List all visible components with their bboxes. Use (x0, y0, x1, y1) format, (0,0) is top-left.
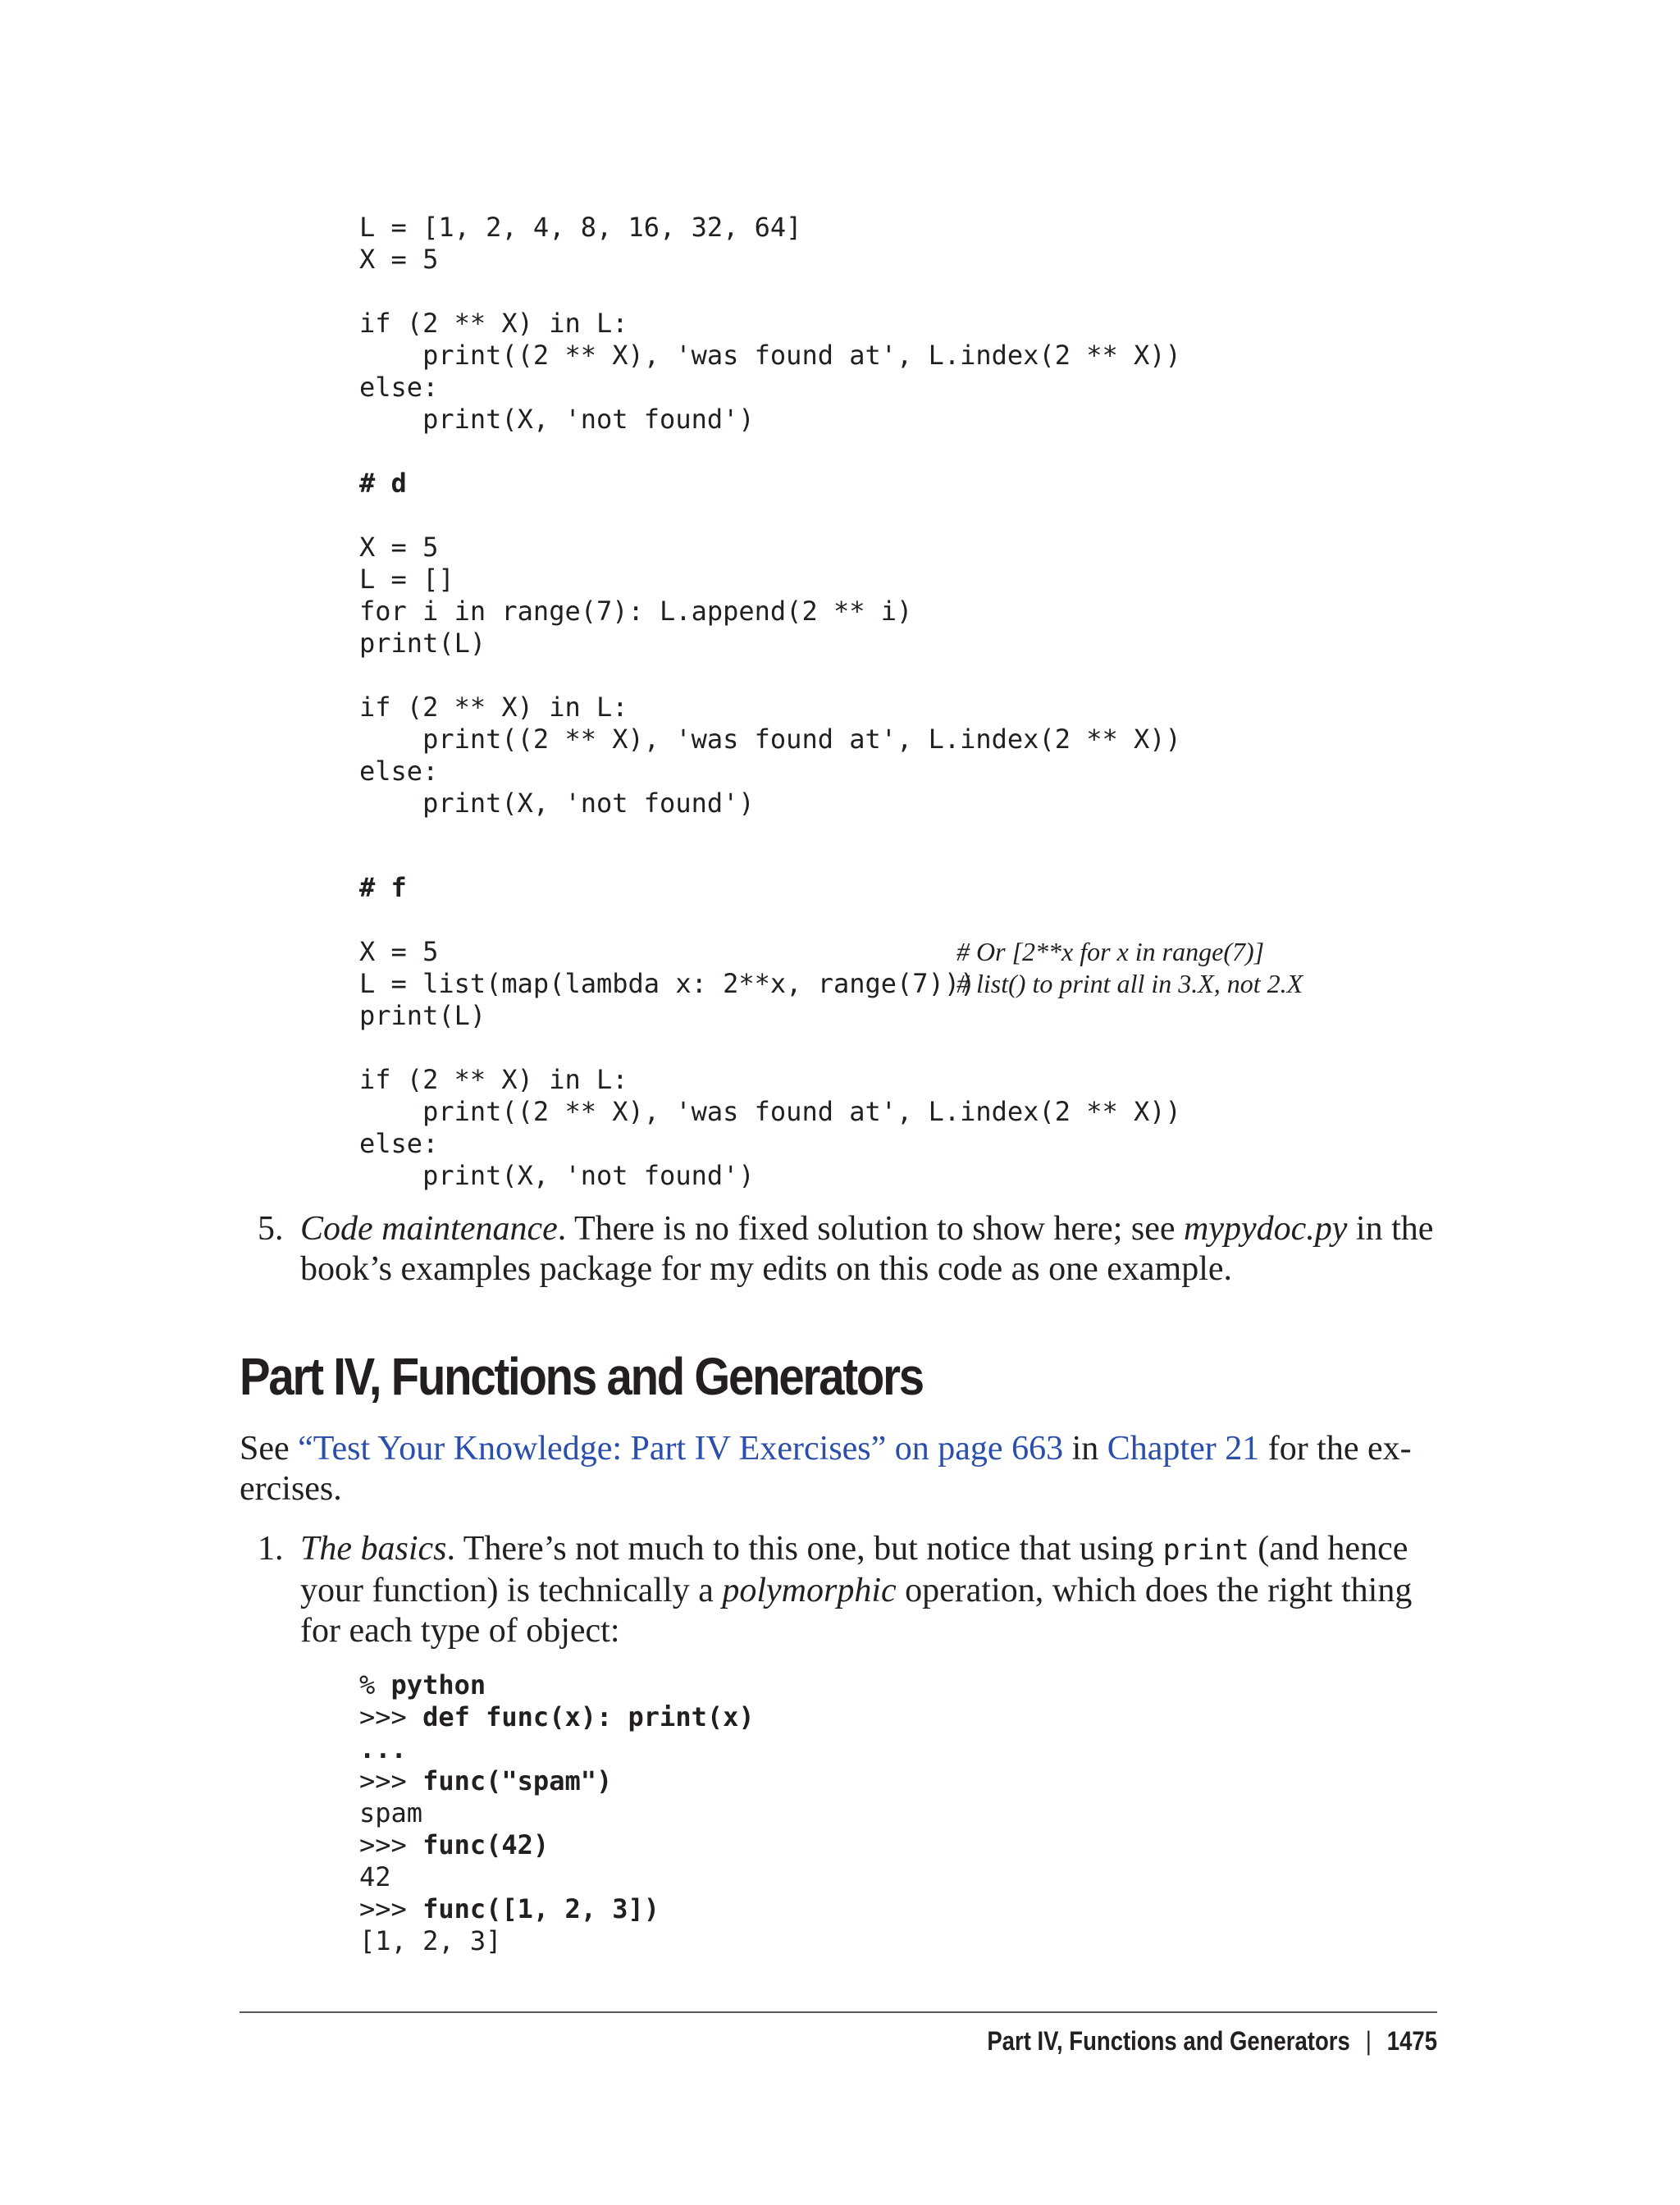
code-line: else: (359, 1128, 439, 1159)
section-title: Part IV, Functions and Generators (240, 1347, 923, 1406)
page-number: 1475 (1386, 2026, 1437, 2056)
item-title: The basics (300, 1530, 447, 1568)
section-intro (240, 1429, 1440, 1509)
code-line: print((2 ** X), 'was found at', L.index(2 ** X)) (359, 724, 1181, 755)
chapter-link[interactable]: Chapter 21 (1107, 1430, 1260, 1468)
code-line: X = 5 (359, 936, 439, 967)
page-footer (987, 2025, 1437, 2057)
code-block-solution-c-d (359, 212, 1181, 819)
prompt: >>> (359, 1765, 423, 1796)
output: [1, 2, 3] (359, 1925, 502, 1956)
code-comment-heading-f: # f (359, 872, 407, 903)
code-comment: # Or [2**x for x in range(7)] (956, 937, 1265, 966)
running-head: Part IV, Functions and Generators (987, 2026, 1350, 2056)
prompt: >>> (359, 1701, 423, 1732)
code-line: print(L) (359, 1000, 486, 1031)
prompt: % (359, 1669, 391, 1701)
user-input: python (390, 1669, 486, 1701)
exercises-link[interactable]: “Test Your Knowledge: Part IV Exercises” on page 663 (298, 1430, 1064, 1468)
item-text: . There is no fixed solution to show here; see (557, 1210, 1184, 1248)
intro-line (240, 1429, 1440, 1469)
code-line: for i in range(7): L.append(2 ** i) (359, 596, 913, 627)
intro-text: for the ex- (1259, 1430, 1412, 1468)
list-item-line (300, 1529, 1440, 1571)
user-input: func([1, 2, 3]) (422, 1893, 660, 1924)
code-line: if (2 ** X) in L: (359, 692, 628, 723)
code-line: print(X, 'not found') (359, 1160, 755, 1191)
item-text: (and hence (1249, 1530, 1408, 1568)
footer-separator: | (1365, 2026, 1372, 2056)
code-line: print(X, 'not found') (359, 404, 755, 435)
item-title: Code maintenance (300, 1210, 558, 1248)
code-block-interactive-session (359, 1669, 755, 1957)
list-number: 5. (258, 1210, 284, 1248)
list-item-line: book’s examples package for my edits on this code as one example. (300, 1250, 1233, 1288)
code-comment: # list() to print all in 3.X, not 2.X (956, 969, 1303, 998)
list-item-line (300, 1571, 1440, 1611)
code-line: print((2 ** X), 'was found at', L.index(2 ** X)) (359, 340, 1181, 371)
code-line: L = list(map(lambda x: 2**x, range(7))) (359, 968, 976, 999)
code-block-solution-f (359, 872, 1181, 1192)
list-number: 1. (258, 1530, 284, 1568)
list-item-line: for each type of object: (300, 1612, 620, 1650)
code-comment-heading-d: # d (359, 468, 407, 499)
output: 42 (359, 1861, 391, 1892)
code-line: else: (359, 372, 439, 403)
list-item-1 (258, 1529, 1440, 1651)
code-line: L = [] (359, 564, 454, 595)
prompt: >>> (359, 1829, 423, 1860)
intro-text: in (1063, 1430, 1107, 1468)
prompt: >>> (359, 1893, 423, 1924)
code-line: else: (359, 756, 439, 787)
intro-text: See (240, 1430, 299, 1468)
output: spam (359, 1797, 423, 1828)
item-text: operation, which does the right thing (896, 1572, 1413, 1609)
code-line: X = 5 (359, 532, 439, 563)
code-line: L = [1, 2, 4, 8, 16, 32, 64] (359, 212, 802, 243)
footer-divider (240, 2011, 1437, 2013)
list-item-5 (258, 1209, 1440, 1290)
code-line: X = 5 (359, 244, 439, 275)
item-text: your function) is technically a (300, 1572, 723, 1609)
code-line: print(L) (359, 628, 486, 659)
code-line: print((2 ** X), 'was found at', L.index(2 ** X)) (359, 1096, 1181, 1127)
code-line: if (2 ** X) in L: (359, 308, 628, 339)
item-text: in the (1347, 1210, 1434, 1248)
user-input: def func(x): print(x) (422, 1701, 755, 1732)
file-name: mypydoc.py (1184, 1210, 1348, 1248)
user-input: func(42) (422, 1829, 550, 1860)
inline-code: print (1162, 1534, 1249, 1567)
continuation-prompt: ... (359, 1733, 407, 1764)
item-text: . There’s not much to this one, but notice that using (446, 1530, 1163, 1568)
code-line: if (2 ** X) in L: (359, 1064, 628, 1095)
code-line: print(X, 'not found') (359, 788, 755, 819)
emphasis: polymorphic (722, 1572, 897, 1609)
user-input: func("spam") (422, 1765, 613, 1796)
intro-line: ercises. (240, 1470, 342, 1508)
list-item-line (300, 1209, 1440, 1249)
